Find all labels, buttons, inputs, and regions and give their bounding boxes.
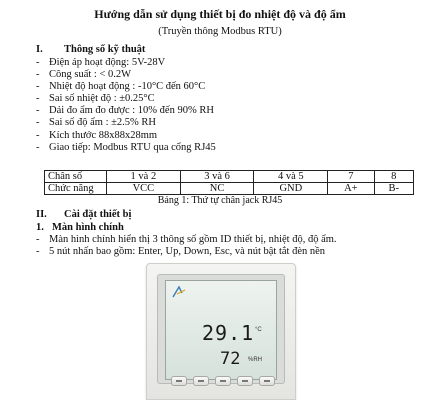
bullet: - — [36, 81, 40, 93]
table-row — [45, 183, 414, 195]
bullet: - — [36, 129, 40, 141]
temperature-reading: 29.1 — [202, 321, 255, 345]
lcd-screen — [165, 280, 277, 380]
list-item — [36, 92, 216, 104]
list-item — [36, 80, 216, 92]
list-item — [36, 56, 216, 68]
rj45-pin-table — [44, 170, 414, 195]
section-1-heading — [36, 43, 145, 56]
spec-text: Kích thước 88x88x28mm — [49, 129, 158, 141]
bullet: - — [36, 105, 40, 117]
bullet: - — [36, 234, 40, 245]
table-cell: VCC — [107, 183, 181, 195]
humidity-reading: 72 — [220, 349, 241, 369]
bullet: - — [36, 93, 40, 105]
table-cell: 8 — [374, 171, 414, 183]
bullet: - — [36, 57, 40, 68]
bullet: - — [36, 141, 40, 153]
spec-text: Sai số nhiệt độ : ±0.25°C — [49, 93, 155, 105]
button-icon — [176, 380, 182, 382]
table-cell: 1 và 2 — [107, 171, 181, 183]
table-cell: A+ — [328, 183, 374, 195]
table-cell: Chân số — [45, 171, 107, 183]
device-button — [171, 376, 187, 386]
section-2-heading — [36, 208, 131, 221]
device-button — [259, 376, 275, 386]
table-cell: B- — [374, 183, 414, 195]
table-cell: NC — [180, 183, 254, 195]
spec-text: Dải đo ẩm đo được : 10% đến 90% RH — [49, 105, 214, 117]
bullet: - — [36, 69, 40, 81]
spec-text: Sai số độ ẩm : ±2.5% RH — [49, 117, 156, 129]
table-cell: Chức năng — [45, 183, 107, 195]
spec-text: Điện áp hoạt động: 5V-28V — [49, 57, 166, 68]
spec-text: Nhiệt độ hoạt động : -10°C đến 60°C — [49, 81, 206, 93]
device-button — [237, 376, 253, 386]
description-text: 5 nút nhấn bao gồm: Enter, Up, Down, Esc, và nút bật tắt đèn nền — [49, 246, 326, 258]
description-list — [36, 233, 337, 257]
document-title: Hướng dẫn sử dụng thiết bị đo nhiệt độ và độ ẩm — [94, 7, 346, 21]
table-cell: 3 và 6 — [180, 171, 254, 183]
list-item — [36, 104, 216, 116]
document-subtitle: (Truyền thông Modbus RTU) — [158, 26, 282, 37]
device-button — [193, 376, 209, 386]
brand-logo-icon — [171, 285, 211, 299]
list-item — [36, 68, 216, 80]
description-text: Màn hình chính hiển thị 3 thông số gồm ID thiết bị, nhiệt độ, độ ẩm. — [49, 234, 337, 245]
list-item — [36, 129, 216, 141]
temperature-unit: °C — [255, 327, 262, 333]
table-cell: GND — [254, 183, 328, 195]
bullet: - — [36, 246, 40, 258]
humidity-unit: %RH — [248, 357, 263, 363]
list-item — [36, 116, 216, 128]
spec-text: Công suất : < 0.2W — [49, 69, 132, 81]
list-item — [36, 233, 337, 245]
spec-text: Giao tiếp: Modbus RTU qua cổng RJ45 — [49, 141, 216, 153]
button-icon — [198, 380, 204, 382]
table-cell: 4 và 5 — [254, 171, 328, 183]
bullet: - — [36, 117, 40, 129]
section-1-number: I. — [36, 44, 43, 55]
device-button-row — [171, 376, 275, 390]
button-icon — [264, 380, 270, 382]
subsection-title: Màn hình chính — [52, 222, 124, 233]
device-button — [215, 376, 231, 386]
section-2-title: Cài đặt thiết bị — [64, 209, 132, 220]
thermo-hygrometer-device-image — [146, 263, 296, 400]
section-2-number: II. — [36, 209, 47, 220]
list-item — [36, 141, 216, 153]
table-row — [45, 171, 414, 183]
table-caption: Bảng 1: Thứ tự chân jack RJ45 — [157, 195, 283, 206]
button-icon — [242, 380, 248, 382]
section-1-title: Thông số kỹ thuật — [64, 44, 146, 55]
table-cell: 7 — [328, 171, 374, 183]
subsection-number: 1. — [36, 222, 44, 233]
spec-list — [36, 56, 216, 153]
list-item — [36, 245, 337, 257]
button-icon — [220, 380, 226, 382]
